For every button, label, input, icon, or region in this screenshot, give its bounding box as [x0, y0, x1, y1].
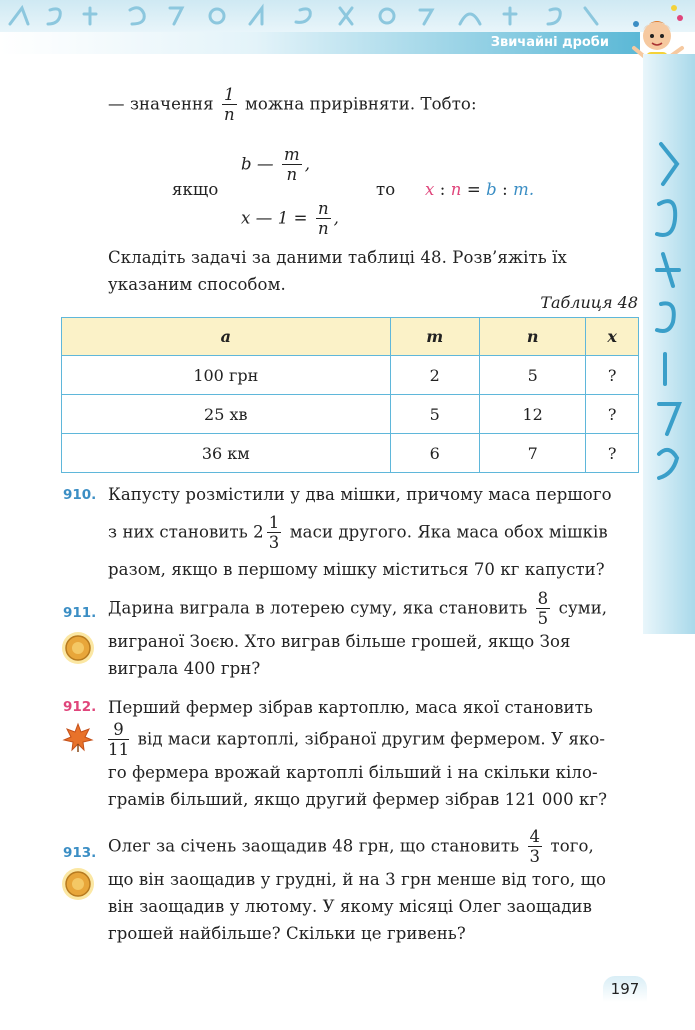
fraction-numerator: 9: [108, 721, 129, 740]
condition-x: x — 1 = $\frac{n}{n}$ ,: [241, 199, 340, 239]
task-910-text: маси другого. Яка маса обох мішків: [289, 522, 608, 542]
table-header-row: [62, 318, 639, 356]
table-cell: ?: [586, 395, 639, 434]
fraction-numerator: 1: [268, 513, 280, 532]
result-op: :: [496, 180, 514, 199]
task-911-line-3: виграла 400 грн?: [108, 658, 261, 678]
condition-b-text: b —: [241, 154, 274, 174]
coin-icon: [60, 866, 96, 902]
task-912-line-1: Перший фермер зібрав картоплю, маса якої становить: [108, 698, 593, 717]
task-913-line-2: що він заощадив у грудні, й на 3 грн менше від того, що: [108, 869, 607, 889]
fraction-numerator: n: [317, 199, 329, 218]
table-cell: 2: [390, 356, 479, 395]
table-cell: 6: [390, 434, 479, 473]
fraction-n-n: [316, 200, 331, 238]
task-912-line-2: [108, 721, 639, 759]
fraction-denominator: n: [223, 105, 235, 125]
table-cell: 36 км: [62, 434, 391, 473]
intro-text: можна прирівняти. Тобто:: [244, 94, 477, 114]
task-910-line-2: [108, 514, 639, 552]
side-decorative-band: [643, 54, 695, 634]
task-911-line-1: [108, 590, 639, 628]
task-instruction-line-1: Складіть задачі за даними таблиці 48. Розв’яжіть їх: [108, 248, 567, 267]
table-cell: ?: [586, 356, 639, 395]
table-cell: 100 грн: [62, 356, 391, 395]
table-row: [62, 434, 639, 473]
task-911-line-2: виграної Зоєю. Хто виграв більше грошей, якщо Зоя: [108, 631, 571, 651]
fraction-denominator: n: [317, 219, 329, 239]
fraction-denominator: 3: [529, 847, 541, 867]
fraction-1-3: [267, 514, 282, 552]
result-b: b: [486, 180, 497, 199]
autumn-leaf-icon: [62, 722, 94, 752]
page-number: 197: [603, 976, 647, 1002]
chapter-title: Звичайні дроби: [490, 35, 609, 50]
fraction-9-11: [108, 721, 129, 759]
if-word: якщо: [172, 180, 219, 199]
fraction-denominator: 11: [108, 740, 130, 760]
fraction-1-n: [222, 86, 237, 124]
task-910-line-3: разом, якщо в першому мішку міститься 70 кг капусти?: [108, 559, 605, 579]
fraction-denominator: n: [286, 165, 298, 185]
table-header-cell: a: [62, 318, 391, 356]
fraction-numerator: 4: [529, 827, 541, 846]
task-911: [108, 590, 639, 682]
table-cell: 5: [390, 395, 479, 434]
fraction-8-5: [536, 590, 551, 628]
fraction-numerator: 8: [537, 589, 549, 608]
task-912-line-4: грамів більший, якщо другий фермер зібрав 121 000 кг?: [108, 789, 608, 809]
result-n: n: [450, 180, 462, 199]
task-number-911: 911.: [63, 605, 97, 621]
task-913-line-3: він заощадив у лютому. У якому місяці Олег заощадив: [108, 896, 593, 916]
task-912-line-3: го фермера врожай картоплі більший і на скільки кіло-: [108, 762, 598, 782]
task-911-text: суми,: [558, 598, 608, 618]
top-decorative-band: [0, 0, 695, 32]
proportion-result: [425, 176, 534, 203]
condition-b: b — $\frac{m}{n}$ ,: [241, 145, 311, 185]
task-912-text: від маси картоплі, зібраної другим фермером. У яко-: [137, 729, 606, 749]
table-header-cell: m: [390, 318, 479, 356]
coin-icon: [60, 630, 96, 666]
fraction-4-3: [528, 828, 543, 866]
task-913-line-4: грошей найбільше? Скільки це гривень?: [108, 923, 466, 943]
result-op: =: [461, 180, 487, 199]
table-header-cell: n: [479, 318, 585, 356]
fraction-denominator: 5: [537, 609, 549, 629]
intro-line-1: [108, 86, 477, 124]
fraction-denominator: 3: [268, 533, 280, 553]
table-cell: ?: [586, 434, 639, 473]
table-header-cell: x: [586, 318, 639, 356]
handwritten-digits-decoration: [0, 2, 600, 30]
condition-x-text: x — 1 =: [241, 208, 308, 228]
fraction-numerator: 1: [224, 85, 235, 104]
table-caption: Таблиця 48: [540, 293, 638, 312]
task-912: [108, 694, 639, 813]
task-911-text: Дарина виграла в лотерею суму, яка становить: [108, 598, 528, 618]
task-number-912: 912.: [63, 699, 97, 715]
task-number-910: 910.: [63, 487, 97, 503]
task-instruction: [108, 244, 639, 298]
fraction-m-n: [282, 146, 302, 184]
task-910-line-1: Капусту розмістили у два мішки, причому маса першого: [108, 485, 612, 504]
then-word: то: [376, 180, 396, 199]
result-x: x: [425, 180, 435, 199]
task-913: [108, 828, 639, 947]
side-digits-decoration: [643, 54, 695, 634]
table-cell: 7: [479, 434, 585, 473]
task-instruction-line-2: указаним способом.: [108, 275, 286, 294]
task-number-913: 913.: [63, 845, 97, 861]
task-910-text: з них становить 2: [108, 522, 264, 542]
table-row: [62, 356, 639, 395]
table-cell: 12: [479, 395, 585, 434]
task-913-text: Олег за січень заощадив 48 грн, що становить: [108, 836, 520, 856]
data-table: [61, 317, 639, 473]
result-m: m.: [513, 180, 535, 199]
intro-text: — значення: [108, 94, 214, 114]
table-row: [62, 395, 639, 434]
fraction-numerator: m: [283, 145, 300, 164]
task-913-text: того,: [550, 836, 594, 856]
task-913-line-1: [108, 828, 639, 866]
task-910: [108, 481, 639, 583]
table-cell: 25 хв: [62, 395, 391, 434]
result-op: :: [434, 180, 451, 199]
table-cell: 5: [479, 356, 585, 395]
